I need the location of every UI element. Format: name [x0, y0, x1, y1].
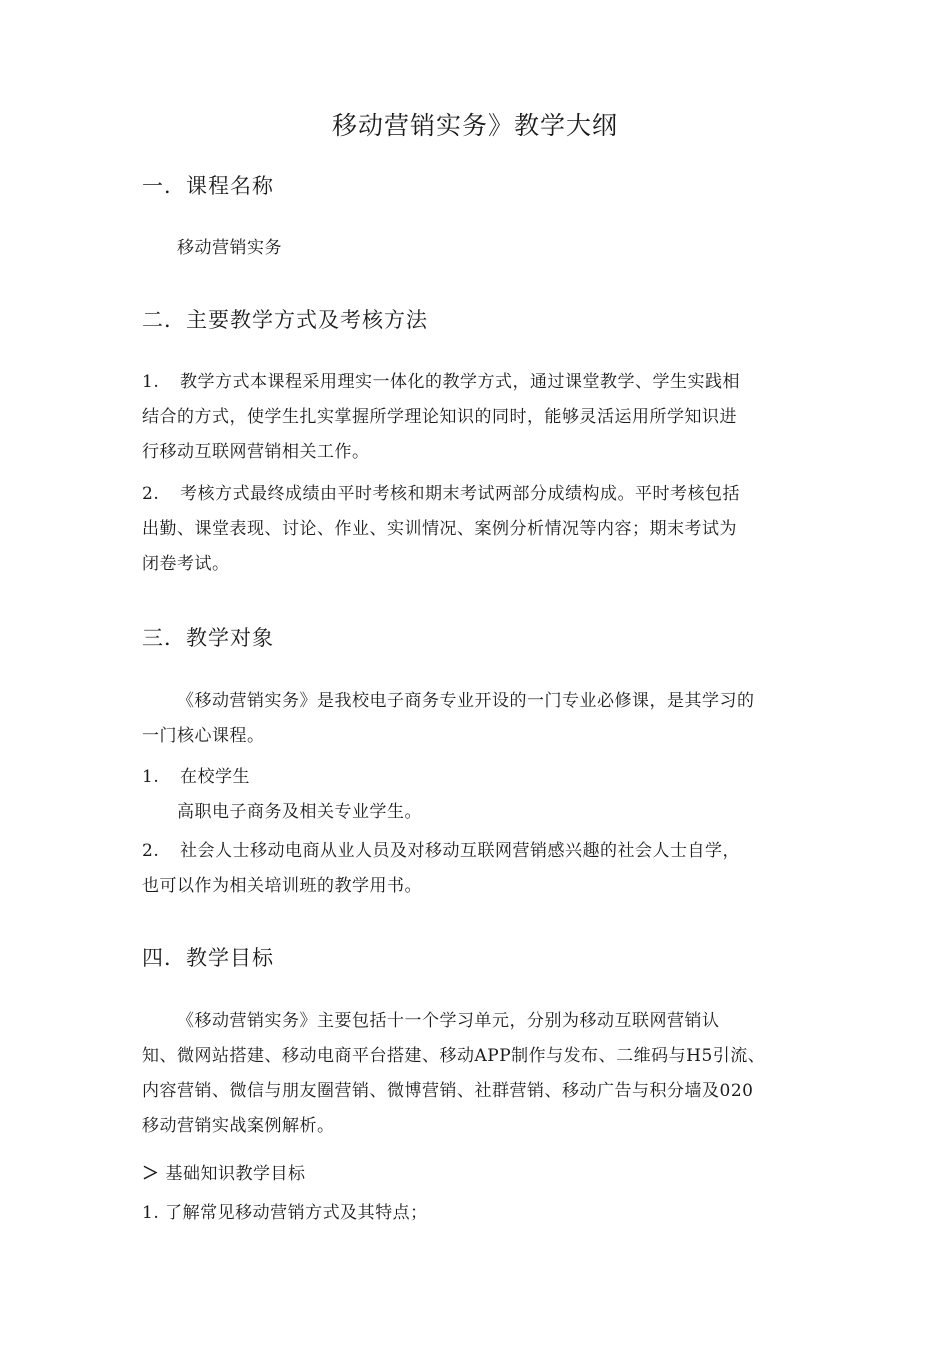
list-item-teaching-method — [142, 365, 822, 470]
intro-line: 内容营销、微信与朋友圈营销、微博营销、社群营销、移动广告与积分墙及020 — [142, 1081, 754, 1101]
section-heading-1: 一．课程名称 — [142, 174, 274, 198]
item-line: 出勤、课堂表现、讨论、作业、实训情况、案例分析情况等内容；期末考试为 — [142, 519, 737, 539]
list-item-public — [142, 834, 822, 904]
intro-line: 知、微网站搭建、移动电商平台搭建、移动APP制作与发布、二维码与H5引流、 — [142, 1046, 766, 1066]
item-line: 考核方式最终成绩由平时考核和期末考试两部分成绩构成。平时考核包括 — [180, 484, 740, 504]
item-line: 闭卷考试。 — [142, 554, 230, 574]
intro-line: 移动营销实战案例解析。 — [142, 1116, 335, 1136]
section-heading-3: 三．教学对象 — [142, 626, 274, 650]
intro-line: 一门核心课程。 — [142, 726, 265, 746]
teaching-object-intro — [142, 684, 822, 754]
item-line: 社会人士移动电商从业人员及对移动互联网营销感兴趣的社会人士自学， — [180, 841, 740, 861]
document-title: 移动营销实务》教学大纲 — [331, 111, 618, 140]
item-line: 教学方式本课程采用理实一体化的教学方式，通过课堂教学、学生实践相 — [180, 372, 740, 392]
subheading-text: 基础知识教学目标 — [165, 1164, 306, 1184]
goal-item-1: 1. 了解常见移动营销方式及其特点； — [142, 1203, 428, 1223]
item-line: 行移动互联网营销相关工作。 — [142, 442, 370, 462]
list-item-students — [142, 760, 822, 830]
teaching-goal-intro — [142, 1004, 822, 1144]
item-line: 结合的方式，使学生扎实掌握所学理论知识的同时，能够灵活运用所学知识进 — [142, 407, 737, 427]
item-sub: 高职电子商务及相关专业学生。 — [177, 802, 422, 822]
item-text: 在校学生 — [180, 767, 250, 787]
section-heading-2: 二．主要教学方式及考核方法 — [142, 308, 428, 332]
subheading-basic-knowledge — [142, 1157, 822, 1192]
item-line: 也可以作为相关培训班的教学用书。 — [142, 876, 422, 896]
intro-line: 《移动营销实务》是我校电子商务专业开设的一门专业必修课，是其学习的 — [177, 691, 755, 711]
arrow-bullet-icon: ＞ — [142, 1164, 160, 1184]
item-number: 2. — [142, 484, 160, 504]
section-heading-4: 四．教学目标 — [142, 946, 274, 970]
item-number: 1. — [142, 372, 160, 392]
item-number: 1. — [142, 767, 160, 787]
list-item-assessment — [142, 477, 822, 582]
item-number: 2. — [142, 841, 160, 861]
course-name: 移动营销实务 — [177, 238, 282, 258]
intro-line: 《移动营销实务》主要包括十一个学习单元，分别为移动互联网营销认 — [177, 1011, 720, 1031]
